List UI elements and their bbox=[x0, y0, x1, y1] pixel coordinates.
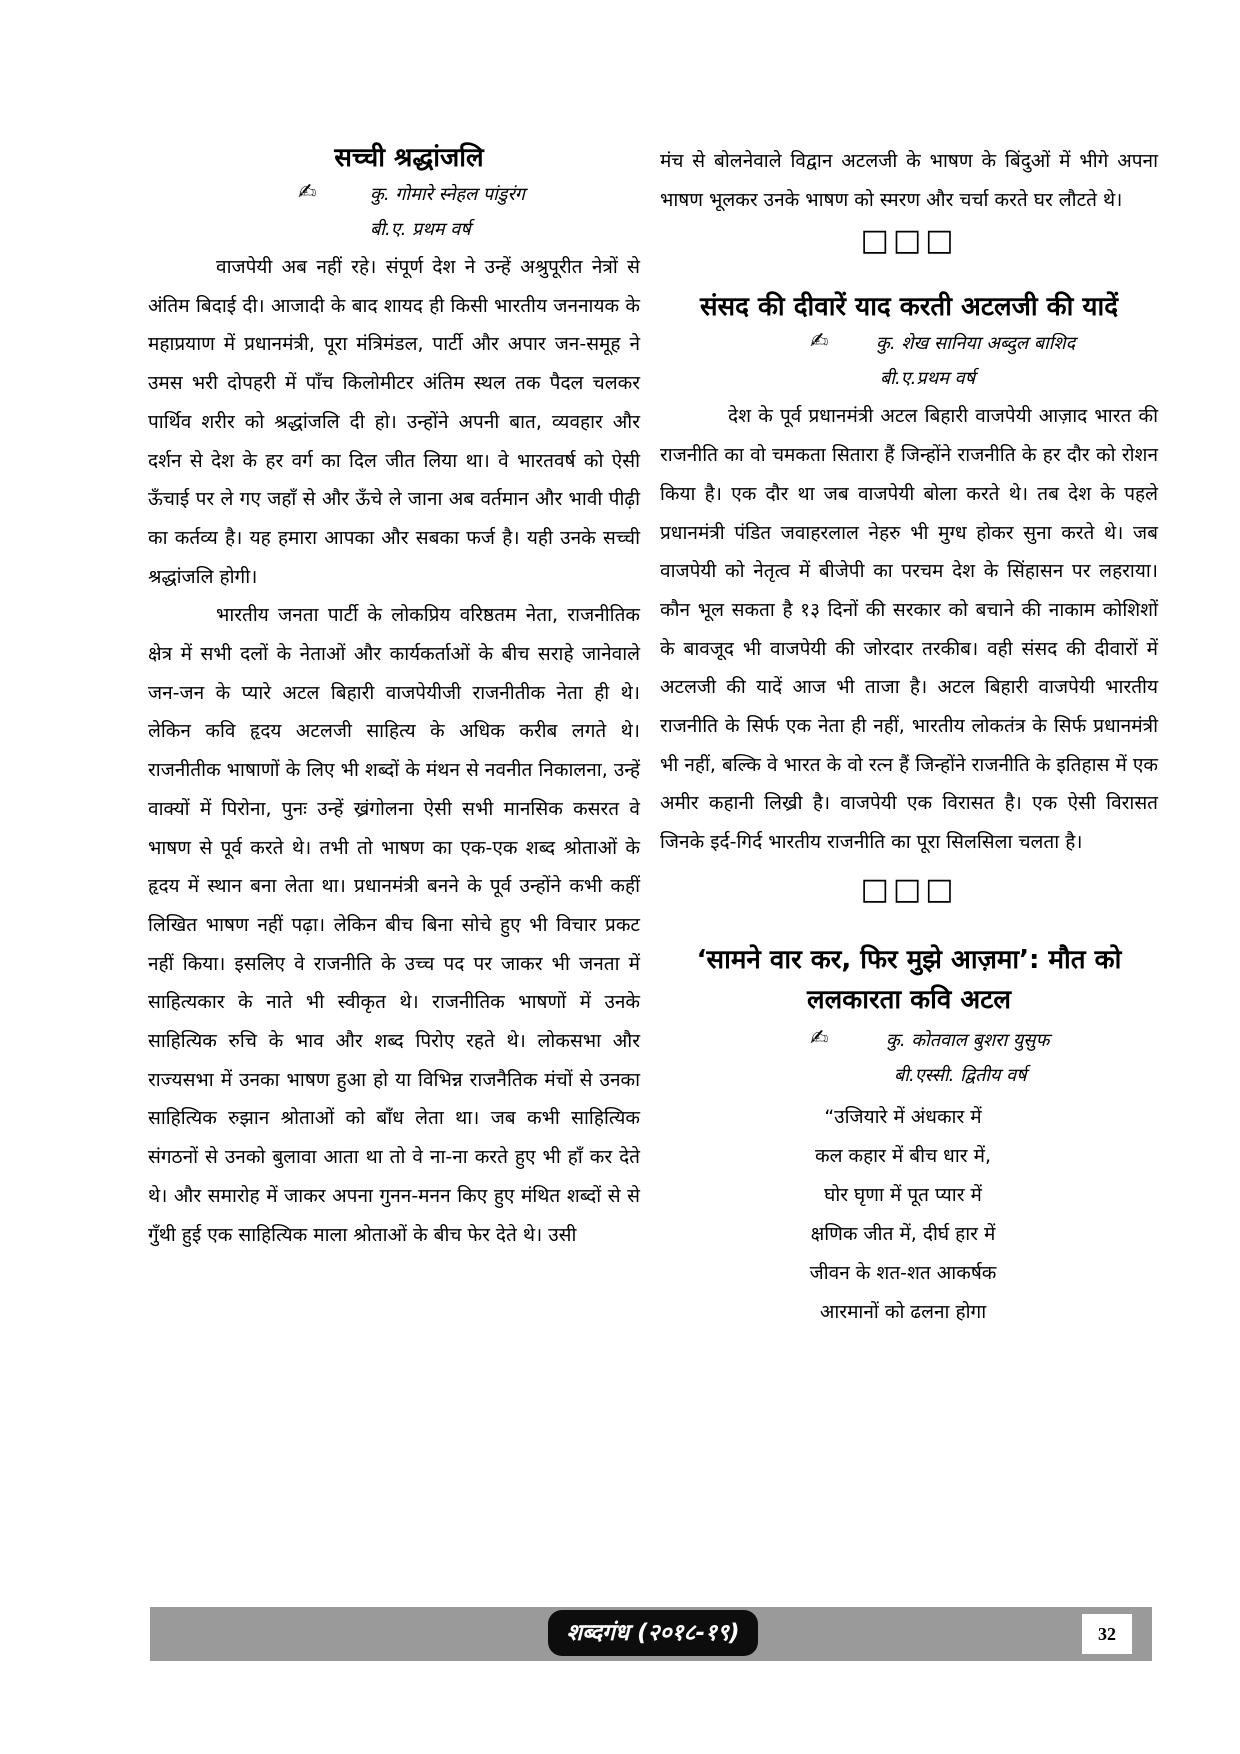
article2-class-line bbox=[660, 361, 1158, 397]
article3-title-line1: ‘सामने वार कर, फिर मुझे आज़मा’: मौत को bbox=[696, 944, 1122, 975]
poem-line: आरमानों को ढलना होगा bbox=[819, 1300, 987, 1323]
article2-author-line bbox=[660, 327, 1158, 361]
pen-icon: ✍ bbox=[298, 180, 317, 205]
article3-class-line bbox=[660, 1058, 1158, 1094]
article3-class: बी.एस्सी. द्वितीय वर्ष bbox=[894, 1064, 1027, 1086]
poem-line: कल कहार में बीच धार में, bbox=[814, 1144, 992, 1167]
article1-paragraph-1: वाजपेयी अब नहीं रहे। संपूर्ण देश ने उन्हें अश्रुपूरीत नेत्रों से अंतिम बिदाई दी। आजादी के बाद शायद ही किसी भारतीय जननायक के महाप्रयाण में प्रधानमंत्री, पूरा मंत्रिमंडल, पार्टी और अपार जन-समूह ने उमस भरी दोपहरी में पाँच किलोमीटर अंतिम स्थल तक पैदल चलकर पार्थिव शरीर को श्रद्धांजलि दी हो। उन्होंने अपनी बात, व्यवहार और दर्शन से देश के हर वर्ग का दिल जीत लिया था। वे भारतवर्ष को ऐसी ऊँचाई पर ले गए जहाँ से और ऊँचे ले जाना अब वर्तमान और भावी पीढ़ी का कर्तव्य है। यह हमारा आपका और सबका फर्ज है। यही उनके सच्ची श्रद्धांजलि होगी। bbox=[148, 256, 640, 588]
magazine-title: शब्दगंध (२०१८-१९) bbox=[548, 1610, 758, 1656]
article3-author: कु. कोतवाल बुशरा युसुफ bbox=[886, 1029, 1050, 1051]
article1-continuation: मंच से बोलनेवाले विद्वान अटलजी के भाषण के बिंदुओं में भीगे अपना भाषण भूलकर उनके भाषण को स्मरण और चर्चा करते घर लौटते थे। bbox=[660, 150, 1158, 211]
article1-author-line bbox=[148, 178, 640, 212]
left-column bbox=[148, 138, 640, 1254]
article3-title-line2: ललकारता कवि अटल bbox=[806, 984, 1011, 1015]
article1-author: कु. गोमारे स्नेहल पांडुरंग bbox=[370, 184, 525, 205]
article1-class-line bbox=[148, 212, 640, 248]
article2-title: संसद की दीवारें याद करती अटलजी की यादें bbox=[699, 292, 1119, 323]
poem-line: क्षणिक जीत में, दीर्घ हार में bbox=[810, 1222, 996, 1245]
article2-paragraph: देश के पूर्व प्रधानमंत्री अटल बिहारी वाजपेयी आज़ाद भारत की राजनीति का वो चमकता सितारा हैं जिन्होंने राजनीति के हर दौर को रोशन किया है। एक दौर था जब वाजपेयी बोला करते थे। तब देश के पहले प्रधानमंत्री पंडित जवाहरलाल नेहरु भी मुग्ध होकर सुना करते थे। जब वाजपेयी को नेतृत्व में बीजेपी का परचम देश के सिंहासन पर लहराया। कौन भूल सकता है १३ दिनों की सरकार को बचाने की नाकाम कोशिशों के बावजूद भी वाजपेयी की जोरदार तरकीब। वही संसद की दीवारों में अटलजी की यादें आज भी ताजा है। अटल बिहारी वाजपेयी भारतीय राजनीति के सिर्फ एक नेता ही नहीं, भारतीय लोकतंत्र के सिर्फ प्रधानमंत्री भी नहीं, बल्कि वे भारत के वो रत्न हैं जिन्होंने राजनीति के इतिहास में एक अमीर कहानी लिख्री है। वाजपेयी एक विरासत है। एक ऐसी विरासत जिनके इर्द-गिर्द भारतीय राजनीति का पूरा सिलसिला चलता है। bbox=[660, 405, 1158, 854]
poem-line: “उजियारे में अंधकार में bbox=[824, 1105, 982, 1128]
pen-icon: ✍ bbox=[810, 329, 829, 355]
article1-paragraph-2: भारतीय जनता पार्टी के लोकप्रिय वरिष्ठतम नेता, राजनीतिक क्षेत्र में सभी दलों के नेताओं और कार्यकर्ताओं के बीच सराहे जानेवाले जन-जन के प्यारे अटल बिहारी वाजपेयीजी राजनीतीक नेता ही थे। लेकिन कवि हृदय अटलजी साहित्य के अधिक करीब लगते थे। राजनीतीक भाषाणों के लिए भी शब्दों के मंथन से नवनीत निकालना, उन्हें वाक्यों में पिरोना, पुनः उन्हें ख्रंगोलना ऐसी सभी मानसिक कसरत वे भाषण से पूर्व करते थे। तभी तो भाषण का एक-एक शब्द श्रोताओं के हृदय में स्थान बना लेता था। प्रधानमंत्री बनने के पूर्व उन्होंने कभी कहीं लिखित भाषण नहीं पढ़ा। लेकिन बीच बिना सोचे हुए भी विचार प्रकट नहीं किया। इसलिए वे राजनीति के उच्च पद पर जाकर भी जनता में साहित्यकार के नाते भी स्वीकृत थे। राजनीतिक भाषणों में उनके साहित्यिक रुचि के भाव और शब्द पिरोए रहते थे। लोकसभा और राज्यसभा में उनका भाषण हुआ हो या विभिन्न राजनैतिक मंचों से उनका साहित्यिक रुझान श्रोताओं को बाँध लेता था। जब कभी साहित्यिक संगठनों से उनको बुलावा आता था तो वे ना-ना करते हुए भी हाँ कर देते थे। और समारोह में जाकर अपना गुनन-मनन किए हुए मंथित शब्दों से से गुँथी हुई एक साहित्यिक माला श्रोताओं के बीच फेर देते थे। उसी bbox=[148, 604, 640, 1246]
section-separator: □□□ bbox=[860, 871, 958, 907]
poem-line: जीवन के शत-शत आकर्षक bbox=[809, 1261, 997, 1284]
article2-class: बी.ए.प्रथम वर्ष bbox=[880, 368, 975, 390]
page-number: 32 bbox=[1082, 1614, 1132, 1654]
pen-icon: ✍ bbox=[810, 1025, 829, 1051]
article1-title: सच्ची श्रद्धांजलि bbox=[334, 143, 484, 173]
article2-author: कु. शेख सानिया अब्दुल बाशिद bbox=[876, 333, 1076, 355]
right-column bbox=[660, 142, 1158, 1332]
poem bbox=[648, 1098, 1158, 1332]
article3-author-line bbox=[660, 1024, 1158, 1058]
poem-line: घोर घृणा में पूत प्यार में bbox=[824, 1183, 982, 1206]
page-footer bbox=[150, 1607, 1152, 1661]
section-separator: □□□ bbox=[860, 223, 958, 259]
article1-class: बी.ए. प्रथम वर्ष bbox=[370, 219, 471, 240]
